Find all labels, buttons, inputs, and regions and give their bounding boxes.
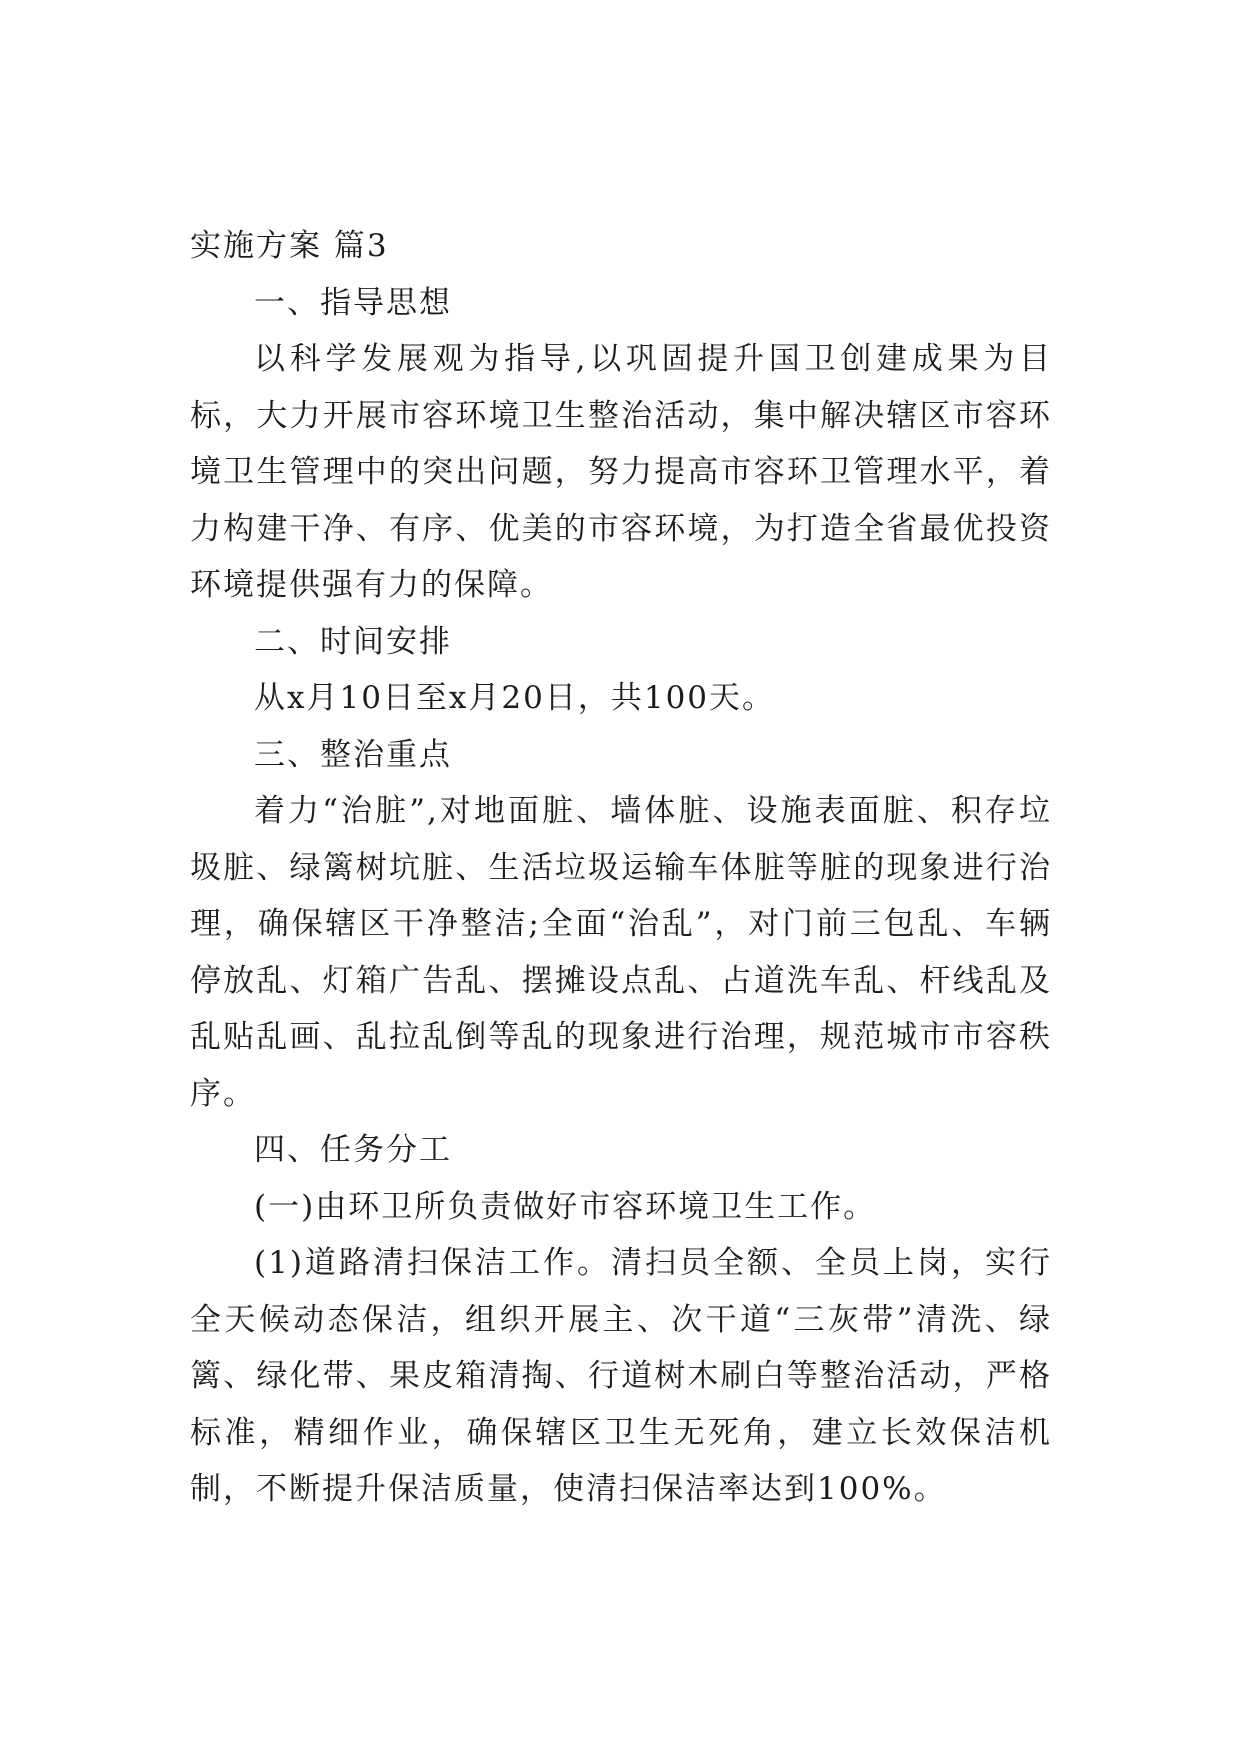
- paragraph-guiding-ideology: 以科学发展观为指导,以巩固提升国卫创建成果为目标，大力开展市容环境卫生整治活动，集中解决辖区市容环境卫生管理中的突出问题，努力提高市容环卫管理水平，着力构建干净、有序、优美的市容环境，为打造全省最优投资环境提供强有力的保障。: [190, 341, 1052, 603]
- paragraph-focus: 着力“治脏”,对地面脏、墙体脏、设施表面脏、积存垃圾脏、绿篱树坑脏、生活垃圾运输车体脏等脏的现象进行治理，确保辖区干净整洁;全面“治乱”，对门前三包乱、车辆停放乱、灯箱广告乱、摆摊设点乱、占道洗车乱、杆线乱及乱贴乱画、乱拉乱倒等乱的现象进行治理，规范城市市容秩序。: [190, 793, 1052, 1112]
- document-body: [190, 218, 1052, 1518]
- paragraph-schedule: 从x月10日至x月20日，共100天。: [254, 680, 776, 716]
- paragraph-road-cleaning: (1)道路清扫保洁工作。清扫员全额、全员上岗，实行全天候动态保洁，组织开展主、次干道“三灰带”清洗、绿篱、绿化带、果皮箱清掏、行道树木刷白等整治活动，严格标准，精细作业，确保辖区卫生无死角，建立长效保洁机制，不断提升保洁质量，使清扫保洁率达到100%。: [190, 1245, 1052, 1507]
- section-heading-schedule: 二、时间安排: [254, 623, 452, 660]
- section-heading-guiding-ideology: 一、指导思想: [254, 284, 452, 321]
- section-heading-task-division: 四、任务分工: [254, 1132, 452, 1168]
- section-heading-focus: 三、整治重点: [254, 736, 452, 773]
- document-title: 实施方案 篇3: [190, 228, 389, 264]
- paragraph-task-sanitation: (一)由环卫所负责做好市容环境卫生工作。: [254, 1188, 877, 1225]
